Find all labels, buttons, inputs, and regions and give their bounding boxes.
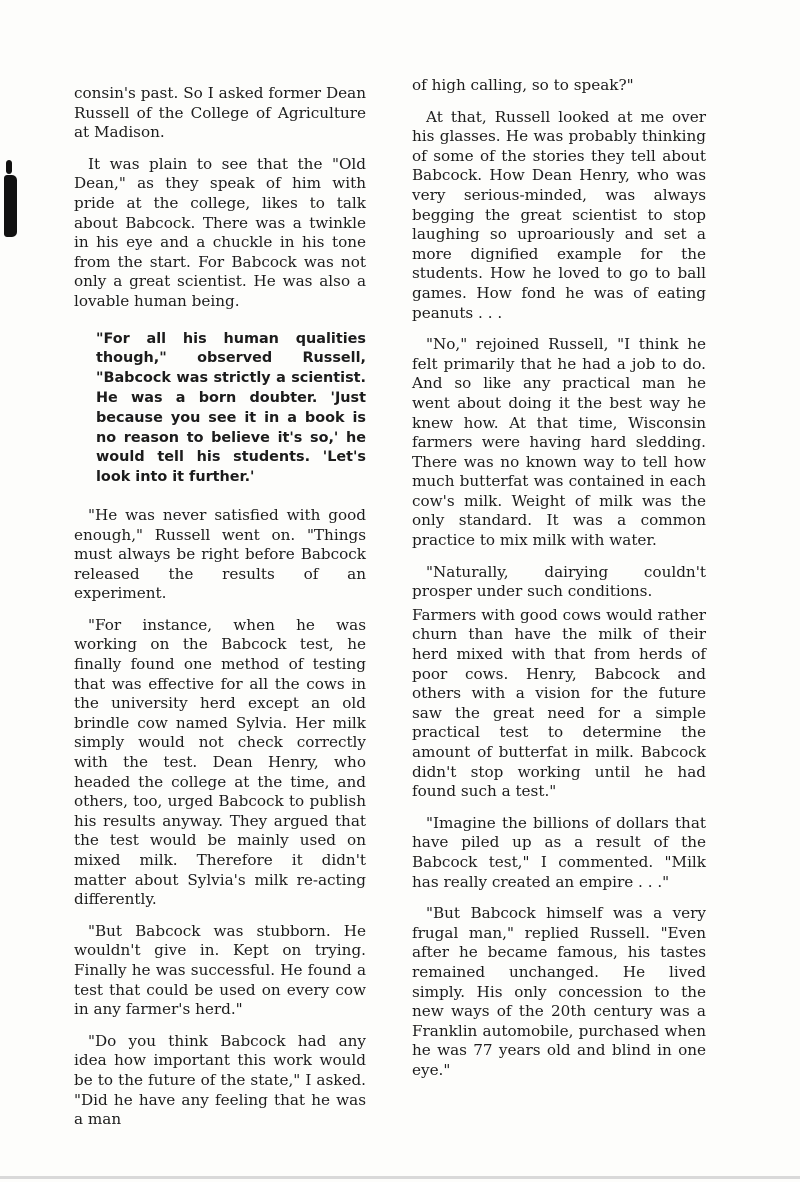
left-column bbox=[74, 84, 366, 1142]
paragraph: consin's past. So I asked former Dean Russell of the College of Agriculture at Madison. bbox=[74, 84, 366, 142]
paragraph: "Do you think Babcock had any idea how important this work would be to the future of the state," I asked. "Did he have any feeling that he was a man bbox=[74, 1031, 366, 1129]
paragraph: "For instance, when he was working on the Babcock test, he finally found one method of testing that was effective for all the cows in the university herd except an old brindle cow named Sylvia. Her milk simply would not check correctly with the test. Dean Henry, who headed the college at the time, and others, too, urged Babcock to publish his results anyway. They argued that the test would be mainly used on mixed milk. Therefore it didn't matter about Sylvia's milk re-acting differently. bbox=[74, 615, 366, 909]
binding-tab-mark bbox=[4, 175, 17, 237]
paragraph: "Imagine the billions of dollars that have piled up as a result of the Babcock test," I commented. "Milk has really created an empire . . ." bbox=[412, 813, 706, 891]
paragraph: "But Babcock was stubborn. He wouldn't give in. Kept on trying. Finally he was successful. He found a test that could be used on every cow in any farmer's herd." bbox=[74, 921, 366, 1019]
page-edge-shadow bbox=[0, 1176, 800, 1179]
paragraph: At that, Russell looked at me over his glasses. He was probably thinking of some of the stories they tell about Babcock. How Dean Henry, who was very serious-minded, was always begging the great scientist to stop laughing so uproariously and set a more dignified example for the students. How he loved to go to ball games. How fond he was of eating peanuts . . . bbox=[412, 107, 706, 322]
right-column bbox=[412, 76, 706, 1093]
paragraph: "No," rejoined Russell, "I think he felt primarily that he had a job to do. And so like any practical man he went about doing it the best way he knew how. At that time, Wisconsin farmers were having hard sledding. There was no known way to tell how much butterfat was contained in each cow's milk. Weight of milk was the only standard. It was a common practice to mix milk with water. bbox=[412, 335, 706, 550]
pull-quote: "For all his human qualities though," observed Russell, "Babcock was strictly a scientist. He was a born doubter. 'Just because you see it in a book is no reason to believe it's so,' he would tell his students. 'Let's look into it further.' bbox=[96, 330, 366, 486]
binding-hole-mark bbox=[6, 160, 12, 174]
paragraph: Farmers with good cows would rather churn than have the milk of their herd mixed with that from herds of poor cows. Henry, Babcock and others with a vision for the future saw the great need for a simple practical test to determine the amount of butterfat in milk. Babcock didn't stop working until he had found such a test." bbox=[412, 605, 706, 801]
paragraph: It was plain to see that the "Old Dean," as they speak of him with pride at the college, likes to talk about Babcock. There was a twinkle in his eye and a chuckle in his tone from the start. For Babcock was not only a great scientist. He was also a lovable human being. bbox=[74, 154, 366, 310]
paragraph: "But Babcock himself was a very frugal man," replied Russell. "Even after he became famous, his tastes remained unchanged. He lived simply. His only concession to the new ways of the 20th century was a Franklin automobile, purchased when he was 77 years old and blind in one eye." bbox=[412, 904, 706, 1079]
paragraph: "Naturally, dairying couldn't prosper under such conditions. bbox=[412, 562, 706, 601]
paragraph: of high calling, so to speak?" bbox=[412, 76, 634, 94]
paragraph: "He was never satisfied with good enough," Russell went on. "Things must always be right before Babcock released the results of an experiment. bbox=[74, 505, 366, 603]
